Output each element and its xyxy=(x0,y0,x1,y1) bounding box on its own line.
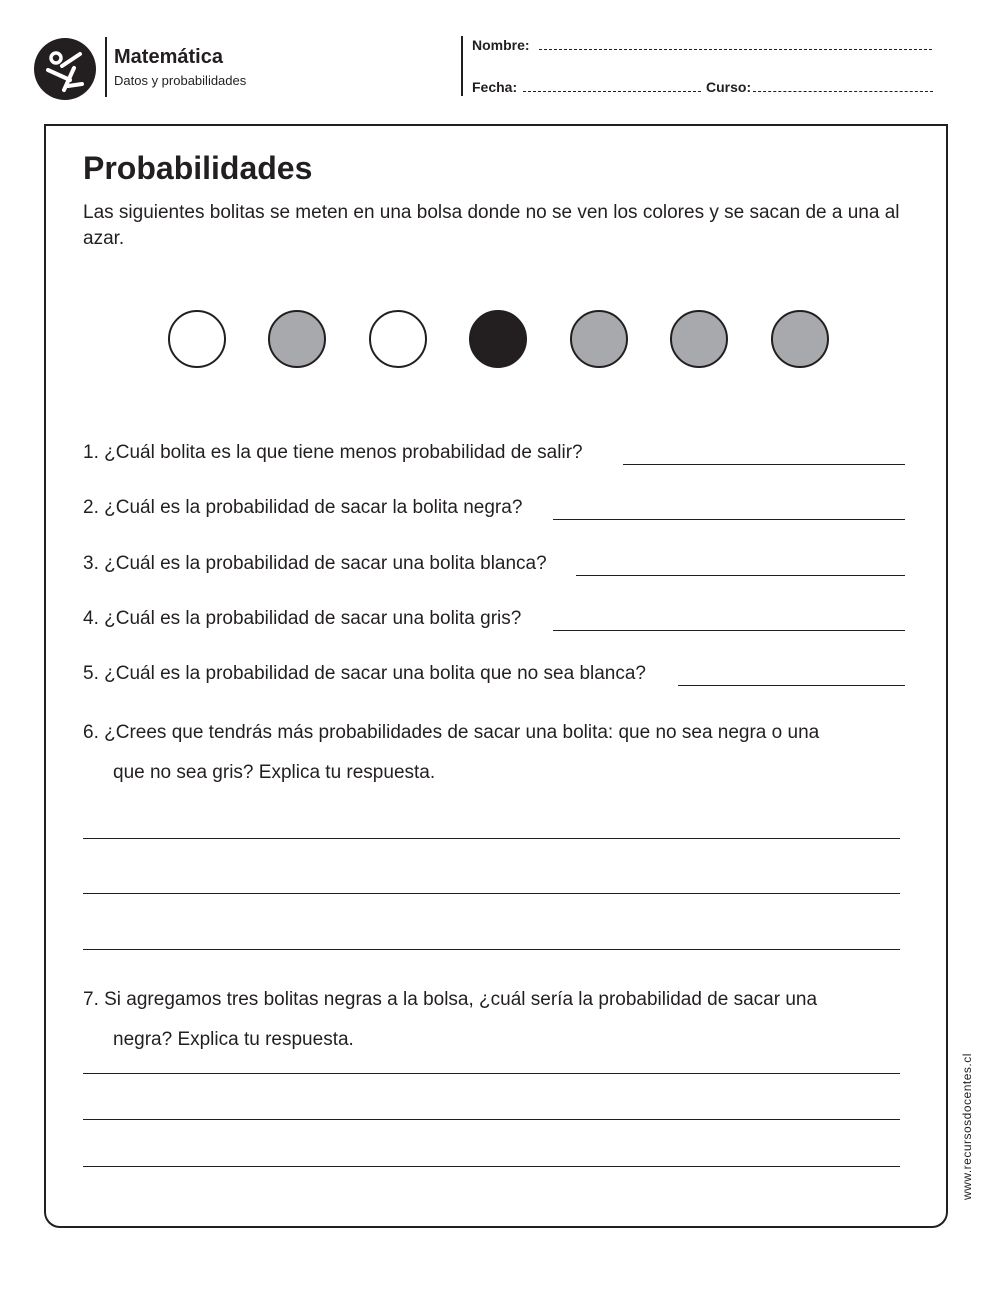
date-field[interactable] xyxy=(523,91,701,92)
question-3: 3. ¿Cuál es la probabilidad de sacar una bolita blanca? xyxy=(83,553,547,574)
subject-title: Matemática xyxy=(114,46,223,68)
ball-white xyxy=(168,310,226,368)
question-2: 2. ¿Cuál es la probabilidad de sacar la bolita negra? xyxy=(83,497,523,518)
page-title: Probabilidades xyxy=(83,150,313,186)
ball-gray xyxy=(670,310,728,368)
header-divider-right xyxy=(461,36,463,96)
answer-line-3[interactable] xyxy=(576,575,905,576)
question-1: 1. ¿Cuál bolita es la que tiene menos probabilidad de salir? xyxy=(83,442,583,463)
ball-gray xyxy=(771,310,829,368)
answer-line-5[interactable] xyxy=(678,685,905,686)
brand-logo xyxy=(34,38,96,100)
name-field[interactable] xyxy=(539,49,932,50)
ball-gray xyxy=(268,310,326,368)
answer-line-7c[interactable] xyxy=(83,1166,900,1167)
question-7: 7. Si agregamos tres bolitas negras a la bolsa, ¿cuál sería la probabilidad de sacar una xyxy=(83,989,818,1010)
answer-line-7a[interactable] xyxy=(83,1073,900,1074)
subject-topic: Datos y probabilidades xyxy=(114,73,247,88)
answer-line-7b[interactable] xyxy=(83,1119,900,1120)
question-6-continued: que no sea gris? Explica tu respuesta. xyxy=(113,762,436,783)
answer-line-6a[interactable] xyxy=(83,838,900,839)
answer-line-6b[interactable] xyxy=(83,893,900,894)
answer-line-6c[interactable] xyxy=(83,949,900,950)
ball-black xyxy=(469,310,527,368)
name-label: Nombre: xyxy=(472,37,530,53)
course-label: Curso: xyxy=(706,79,752,95)
intro-text: Las siguientes bolitas se meten en una bolsa donde no se ven los colores y se sacan de a una al azar. xyxy=(83,202,900,249)
ball-white xyxy=(369,310,427,368)
answer-line-1[interactable] xyxy=(623,464,905,465)
answer-line-2[interactable] xyxy=(553,519,905,520)
answer-line-4[interactable] xyxy=(553,630,905,631)
ball-gray xyxy=(570,310,628,368)
question-7-continued: negra? Explica tu respuesta. xyxy=(113,1029,354,1050)
header-divider xyxy=(105,37,107,97)
question-4: 4. ¿Cuál es la probabilidad de sacar una bolita gris? xyxy=(83,608,522,629)
question-5: 5. ¿Cuál es la probabilidad de sacar una bolita que no sea blanca? xyxy=(83,663,646,684)
question-6: 6. ¿Crees que tendrás más probabilidades de sacar una bolita: que no sea negra o una xyxy=(83,722,820,743)
date-label: Fecha: xyxy=(472,79,518,95)
website-watermark: www.recursosdocentes.cl xyxy=(960,1053,974,1200)
course-field[interactable] xyxy=(753,91,933,92)
